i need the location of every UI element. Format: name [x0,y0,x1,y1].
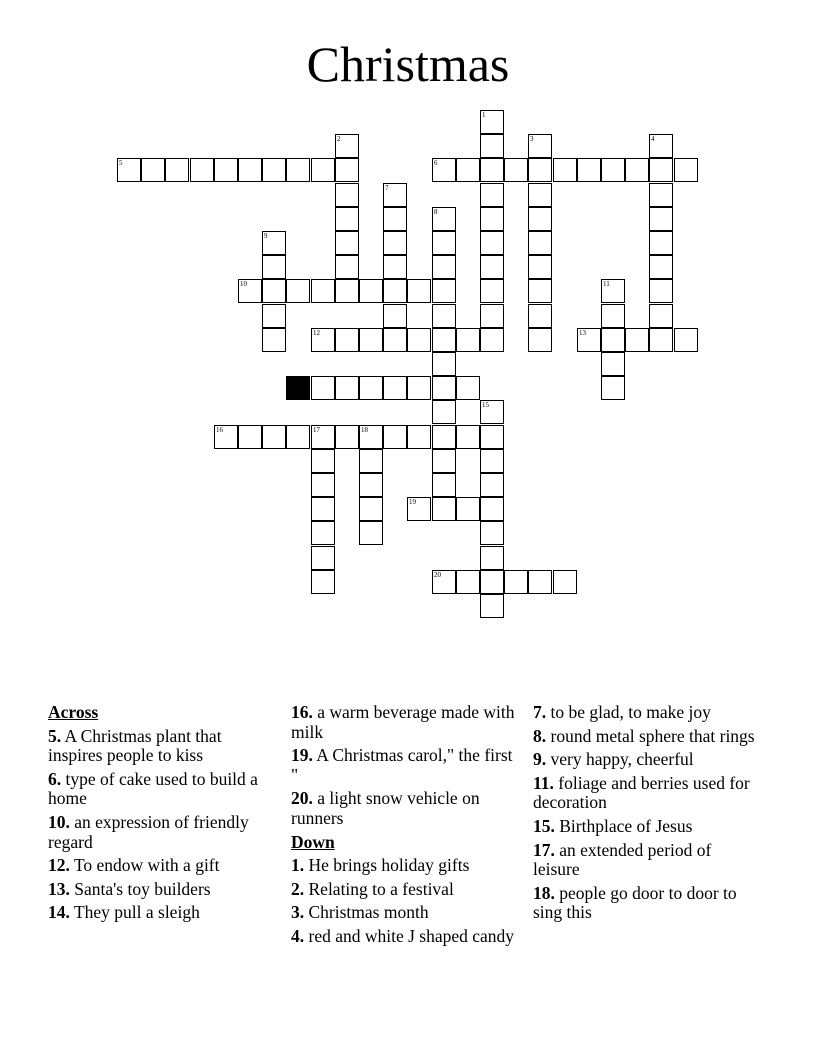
clues-column-1 [48,703,268,927]
grid-cell[interactable] [359,279,383,303]
grid-cell[interactable] [383,183,407,207]
grid-cell[interactable] [262,304,286,328]
clue-number: 18 [361,426,368,434]
clue-number: 12 [313,329,320,337]
clues-column-3 [533,703,758,927]
grid-cell[interactable] [528,279,552,303]
grid-cell[interactable] [649,134,673,158]
grid-cell[interactable] [480,328,504,352]
grid-cell[interactable] [432,158,456,182]
grid-cell[interactable] [625,328,649,352]
grid-cell[interactable] [383,304,407,328]
grid-cell[interactable] [456,158,480,182]
grid-cell[interactable] [528,183,552,207]
grid-cell[interactable] [480,255,504,279]
clue-across-5: 5. A Christmas plant that inspires people to kiss [48,725,222,766]
clue-across-14: 14. They pull a sleigh [48,902,200,923]
grid-cell[interactable] [311,449,335,473]
grid-cell[interactable] [407,328,431,352]
grid-cell[interactable] [141,158,165,182]
clue-down-17: 17. an extended period of leisure [533,839,712,880]
clue-number: 20 [434,571,441,579]
clue-number: 4 [651,135,655,143]
grid-cell[interactable] [480,449,504,473]
grid-cell[interactable] [504,570,528,594]
grid-cell[interactable] [311,473,335,497]
grid-cell[interactable] [311,497,335,521]
grid-cell[interactable] [407,497,431,521]
clue-number: 8 [434,208,438,216]
clue-across-6: 6. type of cake used to build a home [48,768,258,809]
clue-down-11: 11. foliage and berries used for decoration [533,772,750,813]
grid-cell[interactable] [480,158,504,182]
grid-cell[interactable] [262,158,286,182]
grid-cell[interactable] [359,473,383,497]
grid-cell[interactable] [335,158,359,182]
grid-cell[interactable] [335,328,359,352]
grid-cell[interactable] [601,304,625,328]
grid-cell[interactable] [311,376,335,400]
grid-cell[interactable] [456,497,480,521]
grid-cell[interactable] [407,376,431,400]
grid-cell[interactable] [528,255,552,279]
grid-cell[interactable] [311,570,335,594]
grid-cell[interactable] [359,328,383,352]
grid-cell[interactable] [625,158,649,182]
grid-cell[interactable] [262,231,286,255]
grid-cell[interactable] [456,570,480,594]
across-heading: Across [48,702,99,722]
grid-cell[interactable] [577,328,601,352]
grid-cell[interactable] [480,207,504,231]
clue-number: 3 [530,135,534,143]
grid-cell[interactable] [311,279,335,303]
grid-cell[interactable] [528,328,552,352]
grid-cell[interactable] [432,449,456,473]
clue-down-1: 1. He brings holiday gifts [291,855,470,876]
grid-cell[interactable] [674,328,698,352]
clue-down-4: 4. red and white J shaped candy [291,925,515,946]
clue-number: 6 [434,159,438,167]
clue-number: 9 [264,232,268,240]
grid-cell[interactable] [335,231,359,255]
grid-cell[interactable] [262,425,286,449]
grid-cell[interactable] [528,570,552,594]
grid-cell[interactable] [383,376,407,400]
grid-cell[interactable] [601,352,625,376]
grid-cell[interactable] [649,328,673,352]
clues-column-2 [291,703,516,951]
grid-cell[interactable] [359,376,383,400]
grid-cell[interactable] [238,425,262,449]
grid-cell[interactable] [480,425,504,449]
clue-across-12: 12. To endow with a gift [48,855,220,876]
grid-cell[interactable] [311,158,335,182]
clue-number: 15 [482,401,489,409]
grid-cell[interactable] [262,279,286,303]
grid-cell[interactable] [335,134,359,158]
grid-cell[interactable] [504,158,528,182]
grid-cell[interactable] [383,231,407,255]
grid-cell[interactable] [601,328,625,352]
clue-down-9: 9. very happy, cheerful [533,749,694,770]
grid-cell[interactable] [383,425,407,449]
grid-cell[interactable] [432,207,456,231]
grid-cell[interactable] [286,279,310,303]
grid-cell[interactable] [674,158,698,182]
grid-cell[interactable] [407,425,431,449]
grid-cell[interactable] [311,521,335,545]
grid-cell[interactable] [214,158,238,182]
grid-cell[interactable] [528,231,552,255]
grid-cell[interactable] [432,304,456,328]
grid-cell[interactable] [432,231,456,255]
grid-cell[interactable] [335,376,359,400]
grid-cell[interactable] [456,425,480,449]
grid-cell[interactable] [528,134,552,158]
grid-cell[interactable] [649,304,673,328]
down-heading: Down [291,831,335,852]
clue-number: 5 [119,159,123,167]
grid-cell[interactable] [456,376,480,400]
grid-cell[interactable] [311,425,335,449]
clue-number: 19 [409,498,416,506]
grid-cell[interactable] [432,473,456,497]
grid-cell[interactable] [214,425,238,449]
grid-cell[interactable] [480,134,504,158]
grid-cell[interactable] [528,207,552,231]
grid-cell[interactable] [649,255,673,279]
grid-cell[interactable] [553,570,577,594]
grid-cell[interactable] [432,279,456,303]
grid-cell[interactable] [335,279,359,303]
grid-cell[interactable] [528,304,552,328]
grid-cell[interactable] [383,207,407,231]
grid-cell[interactable] [238,279,262,303]
black-square [286,376,310,400]
grid-cell[interactable] [480,521,504,545]
grid-cell[interactable] [311,328,335,352]
grid-cell[interactable] [649,279,673,303]
grid-cell[interactable] [649,207,673,231]
grid-cell[interactable] [432,376,456,400]
grid-cell[interactable] [601,158,625,182]
grid-cell[interactable] [649,183,673,207]
grid-cell[interactable] [480,400,504,424]
clue-down-2: 2. Relating to a festival [291,878,454,899]
grid-cell[interactable] [480,304,504,328]
clue-number: 14 [288,377,295,385]
clue-number: 2 [337,135,341,143]
grid-cell[interactable] [117,158,141,182]
clue-across-16: 16. a warm beverage made with milk [291,702,515,742]
clue-across-20: 20. a light snow vehicle on runners [291,788,480,828]
grid-cell[interactable] [286,158,310,182]
grid-cell[interactable] [553,158,577,182]
clue-across-19: 19. A Christmas carol," the first " [291,745,513,785]
grid-cell[interactable] [480,546,504,570]
grid-cell[interactable] [359,425,383,449]
grid-cell[interactable] [286,425,310,449]
grid-cell[interactable] [383,328,407,352]
grid-cell[interactable] [165,158,189,182]
clue-down-18: 18. people go door to door to sing this [533,882,737,923]
grid-cell[interactable] [480,570,504,594]
grid-cell[interactable] [335,207,359,231]
grid-cell[interactable] [359,497,383,521]
grid-cell[interactable] [480,497,504,521]
grid-cell[interactable] [359,449,383,473]
grid-cell[interactable] [335,425,359,449]
clue-across-13: 13. Santa's toy builders [48,878,211,899]
grid-cell[interactable] [480,473,504,497]
grid-cell[interactable] [383,255,407,279]
grid-cell[interactable] [601,376,625,400]
clue-number: 13 [579,329,586,337]
grid-cell[interactable] [262,255,286,279]
clue-down-3: 3. Christmas month [291,902,429,923]
grid-cell[interactable] [432,497,456,521]
grid-cell[interactable] [480,594,504,618]
grid-cell[interactable] [407,279,431,303]
grid-cell[interactable] [432,400,456,424]
grid-cell[interactable] [480,183,504,207]
clue-number: 16 [216,426,223,434]
clue-across-10: 10. an expression of friendly regard [48,811,249,852]
clue-number: 1 [482,111,486,119]
grid-cell[interactable] [432,425,456,449]
grid-cell[interactable] [456,328,480,352]
grid-cell[interactable] [383,279,407,303]
grid-cell[interactable] [335,255,359,279]
clue-number: 17 [313,426,320,434]
clue-number: 11 [603,280,610,288]
grid-cell[interactable] [335,183,359,207]
grid-cell[interactable] [432,255,456,279]
grid-cell[interactable] [480,231,504,255]
clue-number: 10 [240,280,247,288]
clue-down-8: 8. round metal sphere that rings [533,725,755,746]
page-title: Christmas [306,36,510,92]
grid-cell[interactable] [262,328,286,352]
grid-cell[interactable] [432,352,456,376]
clue-down-7: 7. to be glad, to make joy [533,702,711,722]
grid-cell[interactable] [528,158,552,182]
clue-number: 7 [385,184,389,192]
grid-cell[interactable] [649,231,673,255]
grid-cell[interactable] [577,158,601,182]
grid-cell[interactable] [238,158,262,182]
grid-cell[interactable] [311,546,335,570]
grid-cell[interactable] [649,158,673,182]
grid-cell[interactable] [601,279,625,303]
grid-cell[interactable] [359,521,383,545]
grid-cell[interactable] [432,570,456,594]
grid-cell[interactable] [190,158,214,182]
grid-cell[interactable] [480,279,504,303]
grid-cell[interactable] [480,110,504,134]
clue-down-15: 15. Birthplace of Jesus [533,815,693,836]
grid-cell[interactable] [432,328,456,352]
